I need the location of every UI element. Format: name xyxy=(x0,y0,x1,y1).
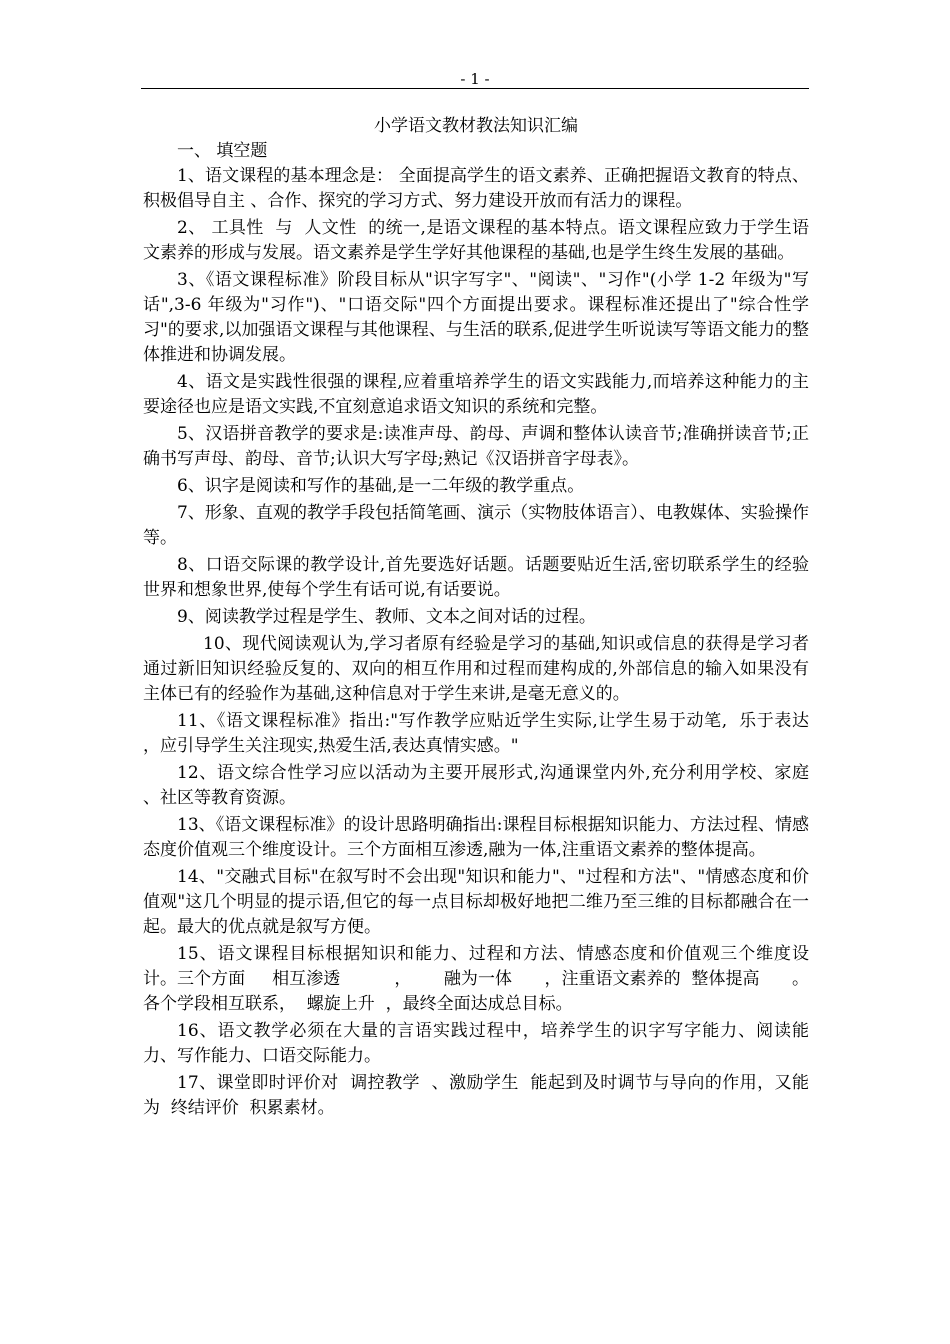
paragraph-1: 1、语文课程的基本理念是： 全面提高学生的语文素养、正确把握语文教育的特点、积极倡导自主 、合作、探究的学习方式、努力建设开放而有活力的课程。 xyxy=(143,166,809,211)
paragraph-5: 5、汉语拼音教学的要求是:读准声母、韵母、声调和整体认读音节;准确拼读音节;正确书写声母、韵母、音节;认识大写字母;熟记《汉语拼音字母表》。 xyxy=(143,424,809,469)
paragraph-12: 12、语文综合性学习应以活动为主要开展形式,沟通课堂内外,充分利用学校、家庭 、社区等教育资源。 xyxy=(143,763,820,808)
paragraph-6: 6、识字是阅读和写作的基础,是一二年级的教学重点。 xyxy=(177,476,585,496)
paragraph-7: 7、形象、直观的教学手段包括简笔画、演示（实物肢体语言）、电教媒体、实验操作等。 xyxy=(143,503,809,548)
page-number: - 1 - xyxy=(460,70,490,88)
paragraph-4: 4、语文是实践性很强的课程,应着重培养学生的语文实践能力,而培养这种能力的主要途径也应是语文实践,不宜刻意追求语文知识的系统和完整。 xyxy=(143,372,809,417)
paragraph-2: 2、 工具性 与 人文性 的统一,是语文课程的基本特点。语文课程应致力于学生语文素养的形成与发展。语文素养是学生学好其他课程的基础,也是学生终生发展的基础。 xyxy=(143,218,809,263)
paragraph-17: 17、课堂即时评价对 调控教学 、激励学生 能起到及时调节与导向的作用，又能为 终结评价 积累素材。 xyxy=(143,1073,809,1118)
paragraph-9: 9、阅读教学过程是学生、教师、文本之间对话的过程。 xyxy=(177,607,596,627)
section-heading: 一、 填空题 xyxy=(177,141,268,161)
paragraph-10: 10、现代阅读观认为,学习者原有经验是学习的基础,知识或信息的获得是学习者通过新旧知识经验反复的、双向的相互作用和过程而建构成的,外部信息的输入如果没有主体已有的经验作为基础,这种信息对于学生来讲,是毫无意义的。 xyxy=(143,634,809,704)
paragraph-16: 16、语文教学必须在大量的言语实践过程中，培养学生的识字写字能力、阅读能力、写作能力、口语交际能力。 xyxy=(143,1021,809,1066)
paragraph-14: 14、"交融式目标"在叙写时不会出现"知识和能力"、"过程和方法"、"情感态度和价值观"这几个明显的提示语,但它的每一点目标却极好地把二维乃至三维的目标都融合在一起。最大的优点就是叙写方便。 xyxy=(143,867,809,937)
header-rule xyxy=(141,88,809,89)
document-title: 小学语文教材教法知识汇编 xyxy=(374,116,578,136)
document-body xyxy=(143,114,842,1123)
paragraph-3: 3、《语文课程标准》阶段目标从"识字写字"、"阅读"、"习作"(小学 1-2 年级为"写话",3-6 年级为"习作")、"口语交际"四个方面提出要求。课程标准还提出了"综合性学习"的要求,以加强语文课程与其他课程、与生活的联系,促进学生听说读写等语文能力的整体推进和协调发展。 xyxy=(143,270,809,365)
paragraph-11: 11、《语文课程标准》指出:"写作教学应贴近学生实际,让学生易于动笔, 乐于表达 ，应引导学生关注现实,热爱生活,表达真情实感。" xyxy=(143,711,842,756)
paragraph-13: 13、《语文课程标准》的设计思路明确指出:课程目标根据知识能力、方法过程、情感态度价值观三个维度设计。三个方面相互渗透,融为一体,注重语文素养的整体提高。 xyxy=(143,815,809,860)
paragraph-8: 8、口语交际课的教学设计,首先要选好话题。话题要贴近生活,密切联系学生的经验世界和想象世界,使每个学生有话可说,有话要说。 xyxy=(143,555,809,600)
paragraph-15: 15、语文课程目标根据知识和能力、过程和方法、情感态度和价值观三个维度设计。三个方面 相互渗透 ， 融为一体 ，注重语文素养的 整体提高 。各个学段相互联系， 螺旋上升 ，最终全面达成总目标。 xyxy=(143,944,809,1014)
